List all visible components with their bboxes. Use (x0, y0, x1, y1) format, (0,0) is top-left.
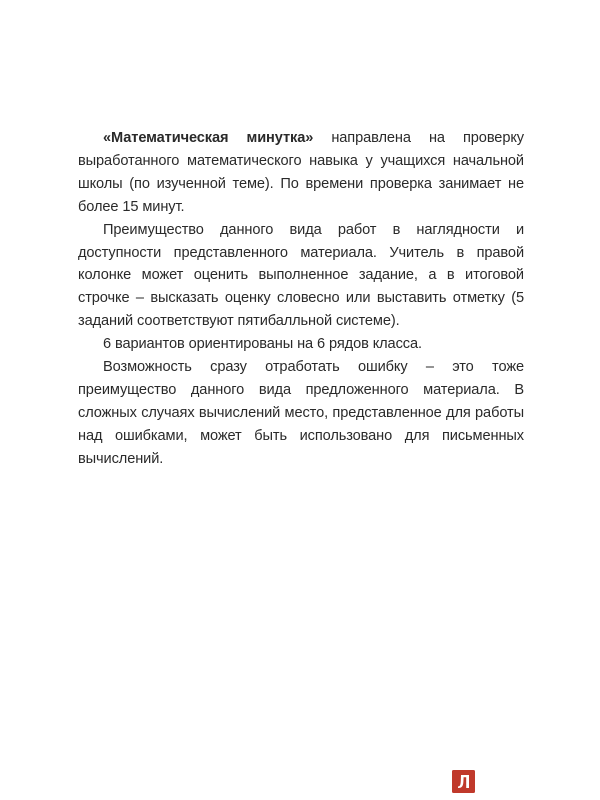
paragraph-2: Преимущество данного вида работ в наглядности и доступности представленного материала. Учитель в правой колонке может оценить выполненное задание, а в итоговой строчке – высказать оценку словесно или выставить отметку (5 заданий соответствуют пятибалльной системе). (78, 221, 524, 330)
paragraph-4: Возможность сразу отработать ошибку – это тоже преимущество данного вида предложенного материала. В сложных случаях вычислений место, представленное для работы над ошибками, может быть использовано для письменных вычислений. (78, 359, 524, 467)
paragraph-3: 6 вариантов ориентированы на 6 рядов класса. (103, 336, 422, 353)
publisher-logo-icon (452, 770, 475, 793)
paragraph-1-lead: «Математическая минутка» (103, 130, 314, 146)
page-text (78, 127, 524, 471)
paragraph-1 (78, 127, 524, 219)
paragraph-1-text: направлена на проверку выработанного математического навыка у учащихся начальной школы (по изученной теме). По времени проверка занимает не более 15 минут. (78, 130, 524, 215)
